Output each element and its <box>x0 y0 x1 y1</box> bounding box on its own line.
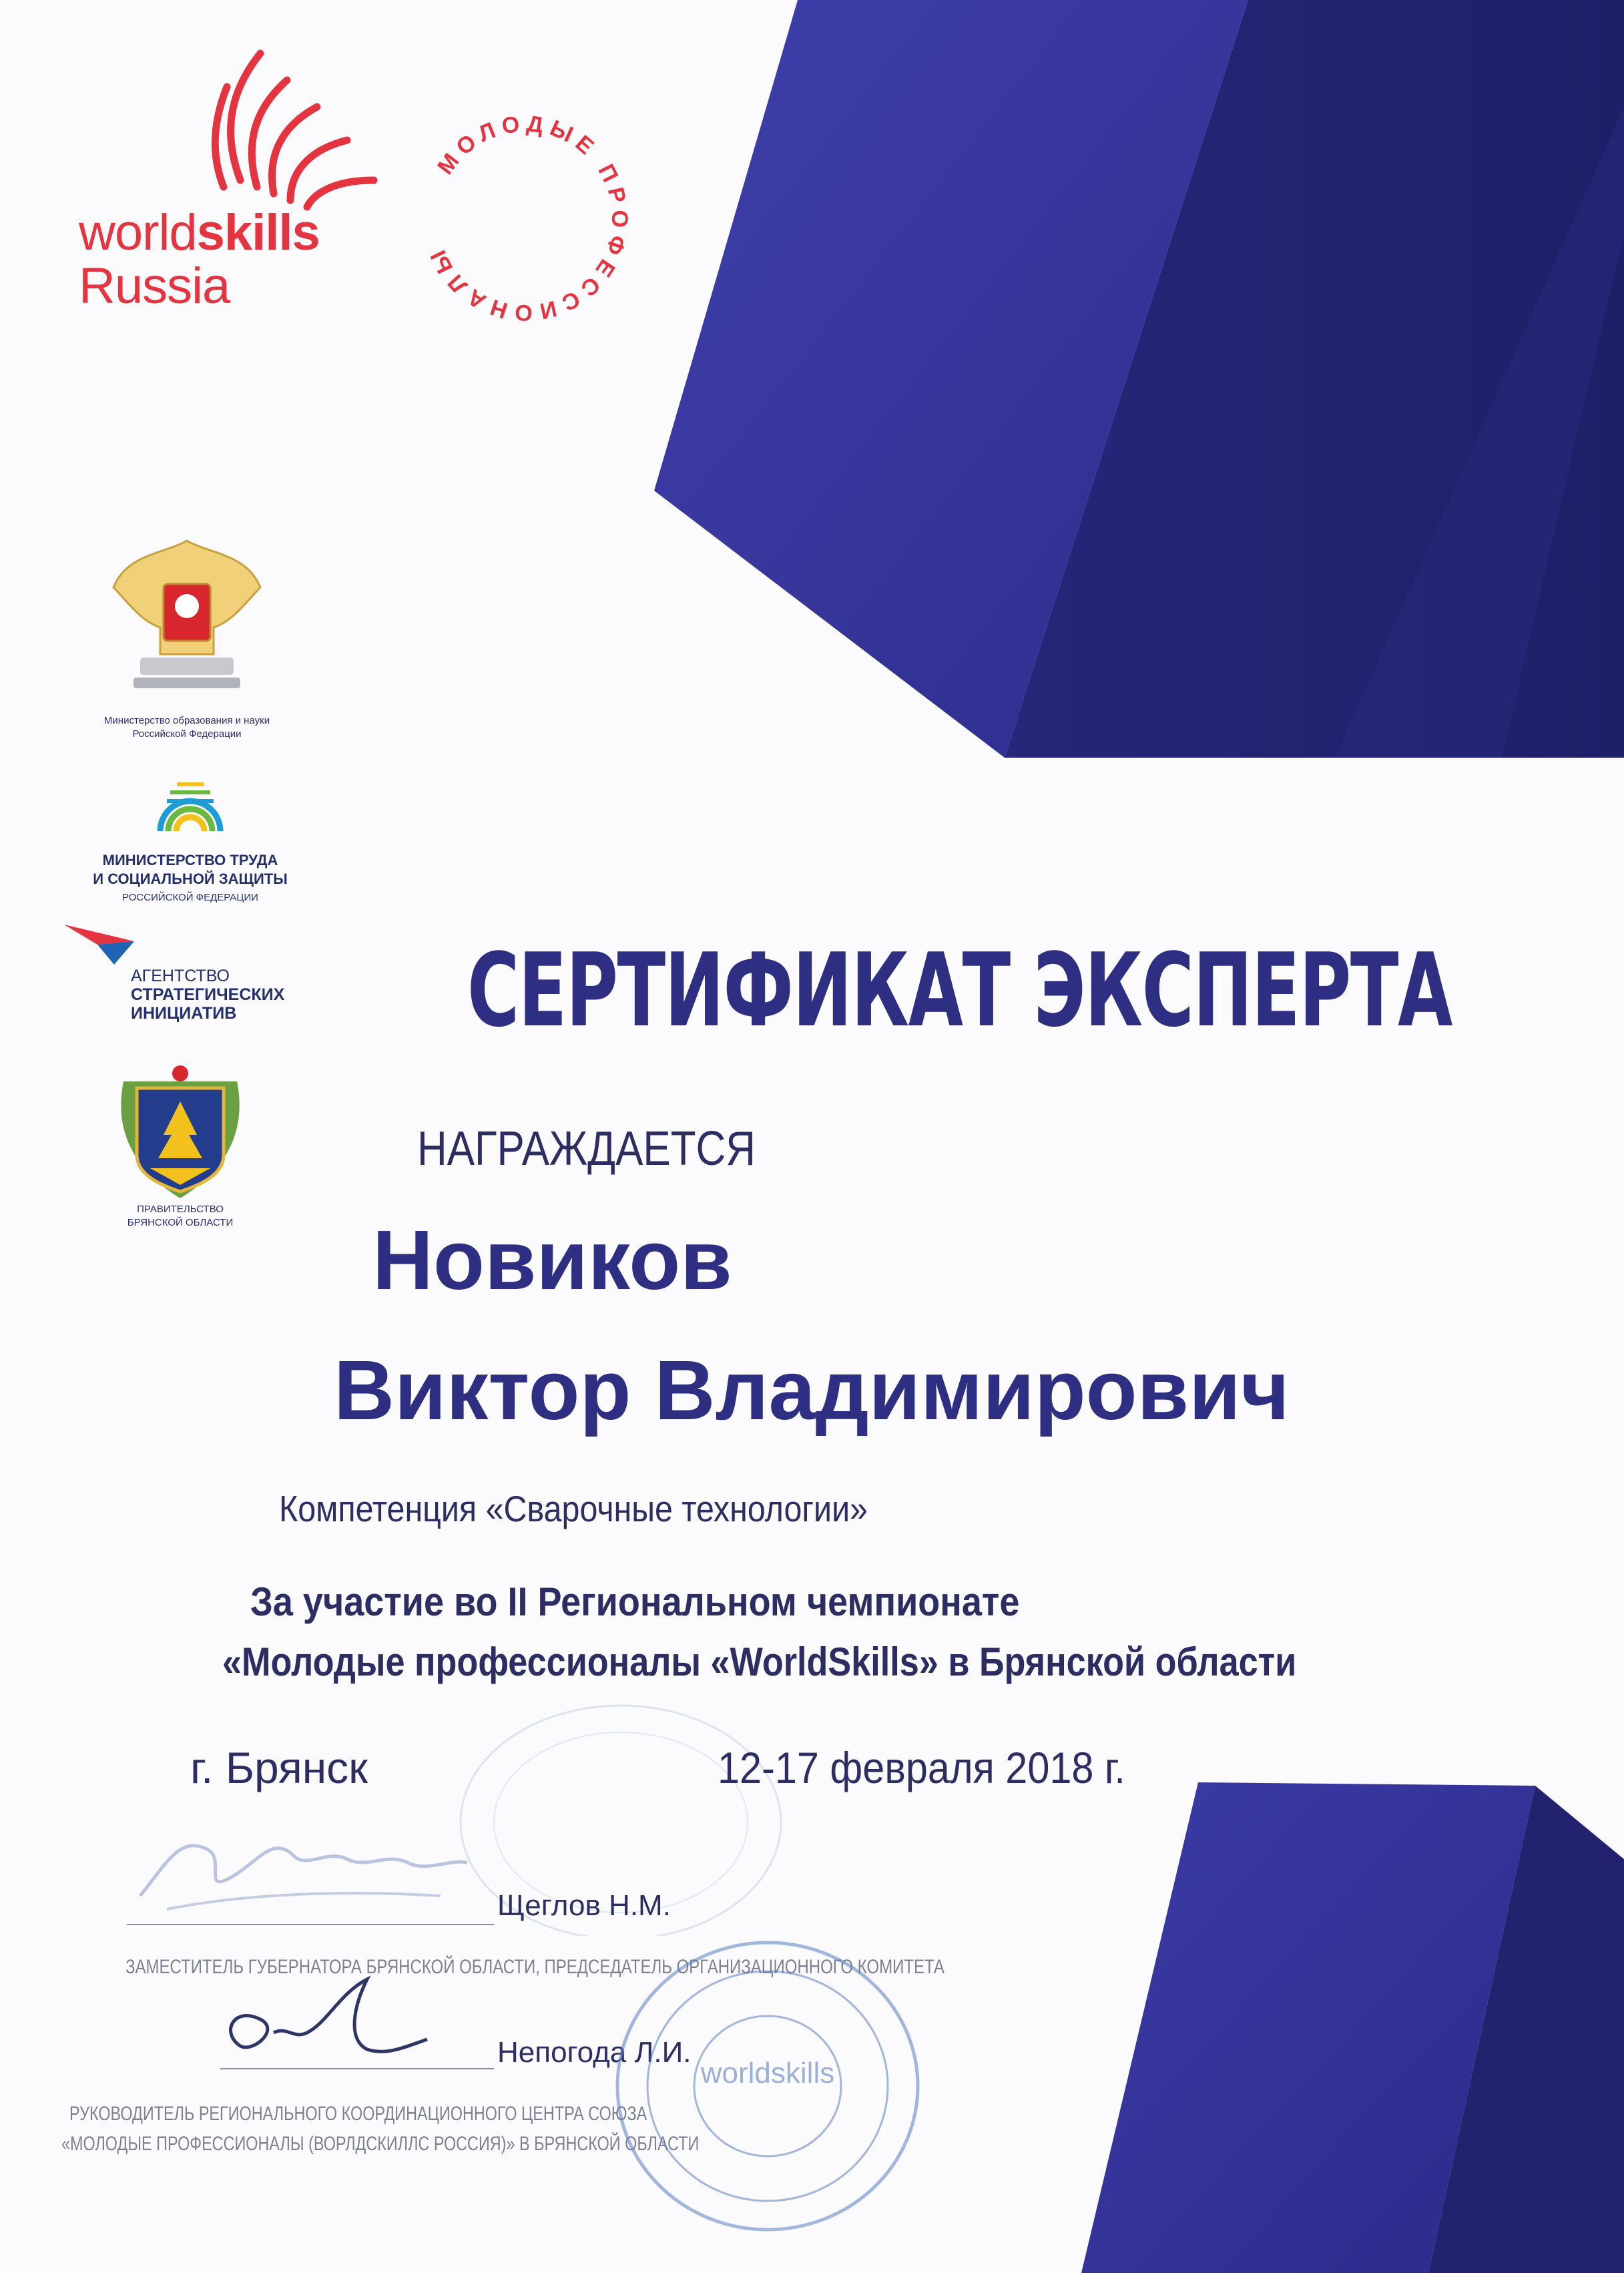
ministry-labour-rainbow-icon <box>154 764 227 838</box>
signature-2-line <box>220 2068 494 2069</box>
awarded-label: НАГРАЖДАЕТСЯ <box>417 1122 756 1176</box>
handwritten-signature-1 <box>127 1796 474 1929</box>
signature-1-line <box>127 1924 494 1925</box>
award-reason-line-2: «Молодые профессионалы «WorldSkills» в Брянской области <box>222 1639 1297 1684</box>
young-professionals-ring-logo <box>411 103 641 334</box>
recipient-given-names: Виктор Владимирович <box>334 1343 1290 1437</box>
ring-text: МОЛОДЫЕ ПРОФЕССИОНАЛЫ <box>423 111 633 326</box>
official-round-stamp <box>601 1929 934 2243</box>
signatory-2-role-line-1: РУКОВОДИТЕЛЬ РЕГИОНАЛЬНОГО КООРДИНАЦИОННОГО ЦЕНТРА СОЮЗА <box>69 2103 647 2125</box>
stamp-text: worldskills <box>700 2057 835 2089</box>
signatory-2-role-line-2: «МОЛОДЫЕ ПРОФЕССИОНАЛЫ (ВОРЛДСКИЛЛС РОССИЯ)» В БРЯНСКОЙ ОБЛАСТИ <box>61 2133 700 2155</box>
worldskills-russia-wordmark: Russia <box>79 258 230 314</box>
competence-line: Компетенция «Сварочные технологии» <box>279 1488 868 1529</box>
bryansk-government-caption: ПРАВИТЕЛЬСТВО БРЯНСКОЙ ОБЛАСТИ <box>127 1204 234 1228</box>
worldskills-wordmark: worldskills <box>79 204 320 261</box>
bryansk-region-coat-of-arms-icon <box>110 1061 250 1205</box>
certificate-title: СЕРТИФИКАТ ЭКСПЕРТА <box>467 931 1452 1049</box>
signatory-1-role: ЗАМЕСТИТЕЛЬ ГУБЕРНАТОРА БРЯНСКОЙ ОБЛАСТИ, ПРЕДСЕДАТЕЛЬ ОРГАНИЗАЦИОННОГО КОМИТЕТА <box>125 1956 944 1978</box>
ministry-labour-caption: МИНИСТЕРСТВО ТРУДА И СОЦИАЛЬНОЙ ЗАЩИТЫ РОССИЙСКОЙ ФЕДЕРАЦИИ <box>93 852 288 903</box>
event-dates: 12-17 февраля 2018 г. <box>718 1743 1125 1792</box>
asi-caption: АГЕНТСТВО СТРАТЕГИЧЕСКИХ ИНИЦИАТИВ <box>131 967 285 1023</box>
recipient-surname: Новиков <box>372 1213 732 1307</box>
svg-text:МОЛОДЫЕ ПРОФЕССИОНАЛЫ <box>423 111 633 326</box>
asi-arrow-icon <box>64 925 138 968</box>
signatory-1-name: Щеглов Н.М. <box>497 1889 671 1922</box>
ministry-education-caption: Министерство образования и науки Российской Федерации <box>103 715 270 740</box>
signatory-2-name: Непогода Л.И. <box>497 2036 692 2069</box>
award-reason-line-1: За участие во II Региональном чемпионате <box>250 1579 1020 1624</box>
handwritten-signature-2 <box>214 1966 434 2066</box>
city-label: г. Брянск <box>190 1743 368 1792</box>
russian-coat-of-arms-icon <box>100 527 274 701</box>
